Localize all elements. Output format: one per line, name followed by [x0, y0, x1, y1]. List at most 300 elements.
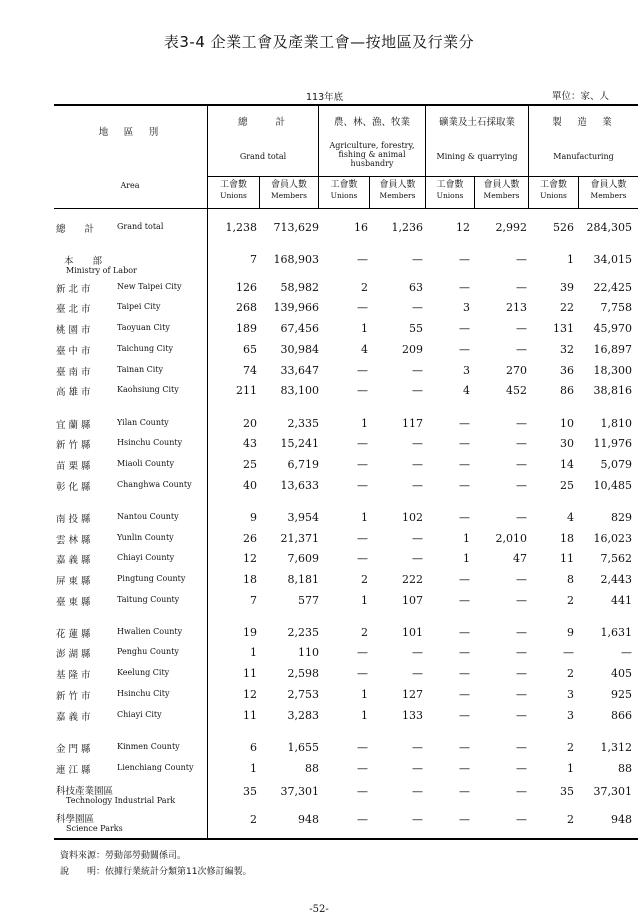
row-area-en: Ministry of Labor — [66, 266, 137, 275]
row-area-en: New Taipei City — [117, 282, 182, 291]
row-value: 577 — [298, 594, 319, 607]
row-value: 131 — [553, 322, 574, 335]
row-area-en: Taipei City — [117, 302, 161, 311]
row-value: 63 — [409, 281, 423, 294]
row-value: — — [516, 479, 527, 492]
table-row — [0, 552, 638, 572]
row-value: 1,631 — [600, 626, 632, 639]
row-value: — — [412, 762, 423, 775]
row-area-en: Penghu County — [117, 647, 179, 656]
row-value: 7,562 — [600, 552, 632, 565]
row-value: 713,629 — [273, 221, 319, 234]
row-value: — — [412, 458, 423, 471]
row-value: — — [357, 479, 368, 492]
row-value: — — [516, 646, 527, 659]
row-value: 2,443 — [600, 573, 632, 586]
row-value: 2 — [567, 594, 574, 607]
row-area-en: Hsinchu City — [117, 689, 170, 698]
row-value: — — [412, 785, 423, 798]
table-row — [0, 688, 638, 708]
sub-header-mfg-members — [579, 179, 638, 200]
sub-header-zh: 工會數 — [539, 180, 567, 190]
row-value: 948 — [298, 813, 319, 826]
row-value: — — [459, 762, 470, 775]
table-row — [0, 384, 638, 404]
row-value: 405 — [611, 667, 632, 680]
table-row — [0, 709, 638, 729]
row-value: 12 — [243, 552, 257, 565]
row-value: 3 — [567, 709, 574, 722]
table-row — [0, 301, 638, 321]
sub-header-zh: 會員人數 — [483, 180, 520, 190]
row-value: — — [516, 667, 527, 680]
row-area-en: Hwalien County — [117, 627, 183, 636]
row-value: 211 — [236, 384, 257, 397]
sub-header-en: Members — [379, 191, 416, 200]
row-value: 11,976 — [593, 437, 632, 450]
row-value: — — [459, 253, 470, 266]
row-value: 47 — [513, 552, 527, 565]
row-value: 1 — [250, 646, 257, 659]
row-value: 452 — [506, 384, 527, 397]
row-value: 88 — [305, 762, 319, 775]
row-value: — — [516, 253, 527, 266]
row-area-en: Science Parks — [66, 824, 123, 833]
sub-header-mfg-unions — [529, 179, 578, 200]
row-value: 38,816 — [593, 384, 632, 397]
table-row — [0, 417, 638, 437]
row-value: 2 — [250, 813, 257, 826]
row-value: — — [516, 626, 527, 639]
row-value: 5,079 — [600, 458, 632, 471]
row-value: — — [516, 594, 527, 607]
row-value: 35 — [243, 785, 257, 798]
row-value: 222 — [402, 573, 423, 586]
row-value: 65 — [243, 343, 257, 356]
row-value: 22 — [560, 301, 574, 314]
row-value: — — [516, 762, 527, 775]
row-value: 8,181 — [287, 573, 319, 586]
sub-header-en: Unions — [540, 191, 567, 200]
row-area-en: Pingtung County — [117, 574, 186, 583]
row-area-zh: 總 計 — [56, 224, 95, 235]
row-value: 2,598 — [287, 667, 319, 680]
table-row — [0, 437, 638, 457]
row-value: — — [459, 437, 470, 450]
unit-label: 單位：家、人 — [552, 91, 610, 102]
row-value: 133 — [402, 709, 423, 722]
row-value: 58,982 — [280, 281, 319, 294]
row-area-en: Taoyuan City — [117, 323, 170, 332]
row-area-zh: 花 蓮 縣 — [56, 629, 91, 640]
row-value: 74 — [243, 364, 257, 377]
row-area-zh: 科技產業園區 — [56, 786, 114, 797]
row-value: — — [516, 813, 527, 826]
row-value: — — [459, 741, 470, 754]
row-value: — — [459, 594, 470, 607]
sub-header-en: Unions — [436, 191, 464, 200]
table-row — [0, 741, 638, 761]
page-number: -52- — [309, 904, 329, 915]
row-value: 3 — [463, 301, 470, 314]
row-value: 32 — [560, 343, 574, 356]
row-area-en: Grand total — [117, 222, 164, 231]
row-area-zh: 嘉 義 市 — [56, 712, 91, 723]
row-value: 6 — [250, 741, 257, 754]
row-value: — — [459, 343, 470, 356]
row-value: — — [516, 343, 527, 356]
row-area-zh: 屏 東 縣 — [56, 576, 91, 587]
row-value: 3 — [567, 688, 574, 701]
row-value: 168,903 — [273, 253, 319, 266]
row-value: 284,305 — [586, 221, 632, 234]
area-header-en: Area — [120, 181, 140, 190]
row-value: 107 — [402, 594, 423, 607]
row-value: 37,301 — [593, 785, 632, 798]
row-value: 9 — [567, 626, 574, 639]
row-value: 30,984 — [280, 343, 319, 356]
row-value: 37,301 — [280, 785, 319, 798]
row-value: 2,753 — [287, 688, 319, 701]
row-value: 8 — [567, 573, 574, 586]
row-value: 39 — [560, 281, 574, 294]
row-value: 20 — [243, 417, 257, 430]
row-value: — — [412, 301, 423, 314]
row-value: 268 — [236, 301, 257, 314]
sub-header-total-unions — [208, 179, 259, 200]
table-row — [0, 783, 638, 803]
table-row — [0, 667, 638, 687]
row-area-en: Taichung City — [117, 344, 174, 353]
row-value: 4 — [463, 384, 470, 397]
row-value: 15,241 — [280, 437, 319, 450]
row-area-zh: 雲 林 縣 — [56, 535, 91, 546]
row-value: 7 — [250, 253, 257, 266]
row-area-zh: 南 投 縣 — [56, 514, 91, 525]
row-value: 6,719 — [287, 458, 319, 471]
row-value: — — [459, 417, 470, 430]
row-area-en: Keelung City — [117, 668, 170, 677]
sub-header-agri-members — [370, 179, 425, 200]
row-value: — — [516, 511, 527, 524]
row-value: 45,970 — [593, 322, 632, 335]
group-header-mining-zh: 礦業及土石採取業 — [438, 117, 515, 128]
row-area-zh: 彰 化 縣 — [56, 482, 91, 493]
row-value: — — [459, 281, 470, 294]
row-value: 1,655 — [287, 741, 319, 754]
row-value: — — [357, 667, 368, 680]
row-area-en: Chiayi City — [117, 710, 162, 719]
table-row — [0, 511, 638, 531]
table-row — [0, 343, 638, 363]
row-value: 3,954 — [287, 511, 319, 524]
row-value: 88 — [618, 762, 632, 775]
row-value: — — [516, 785, 527, 798]
row-area-zh: 桃 園 市 — [56, 325, 91, 336]
row-value: 9 — [250, 511, 257, 524]
row-value: 526 — [553, 221, 574, 234]
row-value: — — [357, 364, 368, 377]
group-header-agri-zh: 農、林、漁、牧業 — [333, 117, 410, 128]
row-value: 1 — [250, 762, 257, 775]
row-value: 33,647 — [280, 364, 319, 377]
row-value: — — [516, 417, 527, 430]
row-area-zh: 基 隆 市 — [56, 670, 91, 681]
row-value: 43 — [243, 437, 257, 450]
group-header-total-en: Grand total — [239, 152, 287, 161]
source-note: 資料來源：勞動部勞動關係司。 — [60, 851, 187, 861]
row-area-zh: 澎 湖 縣 — [56, 649, 91, 660]
row-area-en: Chiayi County — [117, 553, 175, 562]
group-header-mfg-zh: 製 造 業 — [552, 117, 615, 128]
table-row — [0, 594, 638, 614]
sub-header-mining-members — [475, 179, 528, 200]
row-area-en: Lienchiang County — [117, 763, 194, 772]
row-value: — — [459, 322, 470, 335]
row-value: — — [357, 437, 368, 450]
row-area-zh: 新 北 市 — [56, 284, 91, 295]
sub-header-en: Unions — [220, 191, 247, 200]
row-value: 1 — [567, 253, 574, 266]
table-row — [0, 811, 638, 831]
row-value: 2 — [567, 813, 574, 826]
row-value: 11 — [243, 709, 257, 722]
sub-header-en: Unions — [330, 191, 358, 200]
row-value: — — [357, 532, 368, 545]
row-area-zh: 臺 東 縣 — [56, 597, 91, 608]
row-value: 948 — [611, 813, 632, 826]
row-area-en: Tainan City — [117, 365, 164, 374]
row-value: 1,312 — [600, 741, 632, 754]
period-label: 113年底 — [306, 92, 344, 103]
table-title: 表3-4 企業工會及產業工會—按地區及行業分 — [163, 33, 475, 51]
row-value: 1,810 — [600, 417, 632, 430]
row-value: — — [357, 253, 368, 266]
row-value: — — [459, 573, 470, 586]
row-value: 4 — [567, 511, 574, 524]
table-row — [0, 626, 638, 646]
row-value: — — [516, 458, 527, 471]
row-value: 40 — [243, 479, 257, 492]
table-row — [0, 322, 638, 342]
row-value: 67,456 — [280, 322, 319, 335]
sub-header-en: Members — [271, 191, 307, 200]
row-value: 55 — [409, 322, 423, 335]
row-area-zh: 宜 蘭 縣 — [56, 420, 91, 431]
row-value: 829 — [611, 511, 632, 524]
row-value: — — [357, 552, 368, 565]
row-value: 19 — [243, 626, 257, 639]
row-value: 213 — [506, 301, 527, 314]
row-area-zh: 連 江 縣 — [56, 765, 91, 776]
row-value: 1 — [361, 511, 368, 524]
row-value: — — [459, 479, 470, 492]
row-value: 16,897 — [593, 343, 632, 356]
row-value: — — [357, 646, 368, 659]
row-value: 25 — [560, 479, 574, 492]
area-header-zh: 地 區 別 — [98, 127, 162, 138]
row-area-zh: 金 門 縣 — [56, 744, 91, 755]
row-value: 36 — [560, 364, 574, 377]
row-value: 83,100 — [280, 384, 319, 397]
row-value: 22,425 — [593, 281, 632, 294]
row-value: — — [459, 813, 470, 826]
row-value: 209 — [402, 343, 423, 356]
row-value: 1,236 — [391, 221, 423, 234]
row-value: 21,371 — [280, 532, 319, 545]
row-value: — — [516, 741, 527, 754]
table-row — [0, 364, 638, 384]
row-value: 126 — [236, 281, 257, 294]
group-header-mfg-en: Manufacturing — [553, 152, 614, 161]
row-area-en: Technology Industrial Park — [66, 796, 176, 805]
group-header-total-zh: 總 計 — [237, 117, 288, 128]
row-value: 2,335 — [287, 417, 319, 430]
row-value: 25 — [243, 458, 257, 471]
row-value: 1 — [567, 762, 574, 775]
row-value: 2 — [361, 281, 368, 294]
row-value: 2,010 — [495, 532, 527, 545]
row-value: 18,300 — [593, 364, 632, 377]
row-area-en: Kinmen County — [117, 742, 180, 751]
row-value: — — [516, 709, 527, 722]
row-value: 1 — [361, 709, 368, 722]
row-value: 101 — [402, 626, 423, 639]
group-header-agri-en: Agriculture, forestry, fishing & animal husbandry — [329, 141, 415, 168]
sub-header-zh: 工會數 — [219, 180, 247, 190]
row-value: 2 — [567, 741, 574, 754]
row-value: 16 — [354, 221, 368, 234]
row-value: 35 — [560, 785, 574, 798]
row-value: — — [412, 741, 423, 754]
row-area-zh: 高 雄 市 — [56, 387, 91, 398]
table-row — [0, 646, 638, 666]
row-value: 34,015 — [593, 253, 632, 266]
row-value: 11 — [560, 552, 574, 565]
row-value: 3 — [463, 364, 470, 377]
row-value: — — [516, 573, 527, 586]
row-area-zh: 臺 中 市 — [56, 346, 91, 357]
row-area-en: Changhwa County — [117, 480, 192, 489]
row-value: — — [412, 813, 423, 826]
row-area-zh: 新 竹 市 — [56, 691, 91, 702]
explanation-note: 說 明：依據行業統計分類第11次修訂編製。 — [60, 867, 252, 877]
group-header-mining-en: Mining & quarrying — [436, 152, 518, 161]
row-area-zh: 本 部 — [64, 256, 103, 267]
row-value: 1 — [361, 594, 368, 607]
row-value: — — [412, 479, 423, 492]
row-area-en: Taitung County — [117, 595, 180, 604]
row-value: 26 — [243, 532, 257, 545]
sub-header-en: Members — [483, 191, 520, 200]
table-row — [0, 221, 638, 241]
row-value: 189 — [236, 322, 257, 335]
row-value: — — [412, 253, 423, 266]
row-area-en: Miaoli County — [117, 459, 174, 468]
row-value: — — [357, 741, 368, 754]
sub-header-mining-unions — [426, 179, 474, 200]
row-value: 2 — [361, 573, 368, 586]
row-value: — — [357, 458, 368, 471]
row-area-en: Yilan County — [117, 418, 169, 427]
table-top-rule — [54, 104, 638, 106]
row-value: 1 — [361, 322, 368, 335]
row-value: — — [459, 785, 470, 798]
row-value: 3,283 — [287, 709, 319, 722]
row-area-zh: 臺 北 市 — [56, 304, 91, 315]
table-row — [0, 573, 638, 593]
row-value: 925 — [611, 688, 632, 701]
row-value: 139,966 — [273, 301, 319, 314]
row-value: 1 — [463, 532, 470, 545]
row-area-zh: 臺 南 市 — [56, 367, 91, 378]
row-area-en: Nantou County — [117, 512, 179, 521]
sub-header-zh: 工會數 — [330, 180, 358, 190]
sub-header-total-members — [260, 179, 318, 200]
row-value: 11 — [243, 667, 257, 680]
row-area-en: Hsinchu County — [117, 438, 183, 447]
row-value: 2,235 — [287, 626, 319, 639]
row-value: — — [412, 646, 423, 659]
row-value: — — [412, 437, 423, 450]
row-value: 13,633 — [280, 479, 319, 492]
sub-header-zh: 會員人數 — [379, 180, 416, 190]
row-area-zh: 苗 栗 縣 — [56, 461, 91, 472]
row-value: 4 — [361, 343, 368, 356]
row-area-zh: 新 竹 縣 — [56, 440, 91, 451]
row-value: 7 — [250, 594, 257, 607]
row-value: 110 — [298, 646, 319, 659]
row-area-en: Kaohsiung City — [117, 385, 179, 394]
table-row — [0, 479, 638, 499]
table-row — [0, 458, 638, 478]
sub-header-zh: 工會數 — [436, 180, 464, 190]
row-value: — — [459, 709, 470, 722]
row-value: — — [563, 646, 574, 659]
row-value: 12 — [243, 688, 257, 701]
row-value: 1,238 — [225, 221, 257, 234]
row-value: — — [459, 646, 470, 659]
table-row — [0, 532, 638, 552]
row-value: 12 — [456, 221, 470, 234]
row-value: — — [459, 511, 470, 524]
row-value: 102 — [402, 511, 423, 524]
row-value: — — [459, 626, 470, 639]
row-value: 86 — [560, 384, 574, 397]
row-value: 1 — [361, 417, 368, 430]
row-value: — — [459, 688, 470, 701]
row-area-zh: 科學園區 — [56, 814, 95, 825]
row-value: 441 — [611, 594, 632, 607]
row-value: — — [412, 384, 423, 397]
header-mid-rule — [207, 176, 638, 177]
row-value: 18 — [243, 573, 257, 586]
row-value: — — [621, 646, 632, 659]
table-row — [0, 281, 638, 301]
row-value: — — [516, 281, 527, 294]
row-value: 10,485 — [593, 479, 632, 492]
row-value: 10 — [560, 417, 574, 430]
row-value: 117 — [402, 417, 423, 430]
row-value: 127 — [402, 688, 423, 701]
table-row — [0, 762, 638, 782]
table-row — [0, 253, 638, 273]
row-value: 2 — [567, 667, 574, 680]
row-value: 14 — [560, 458, 574, 471]
row-value: 18 — [560, 532, 574, 545]
row-value: 2 — [361, 626, 368, 639]
sub-header-en: Members — [590, 191, 627, 200]
